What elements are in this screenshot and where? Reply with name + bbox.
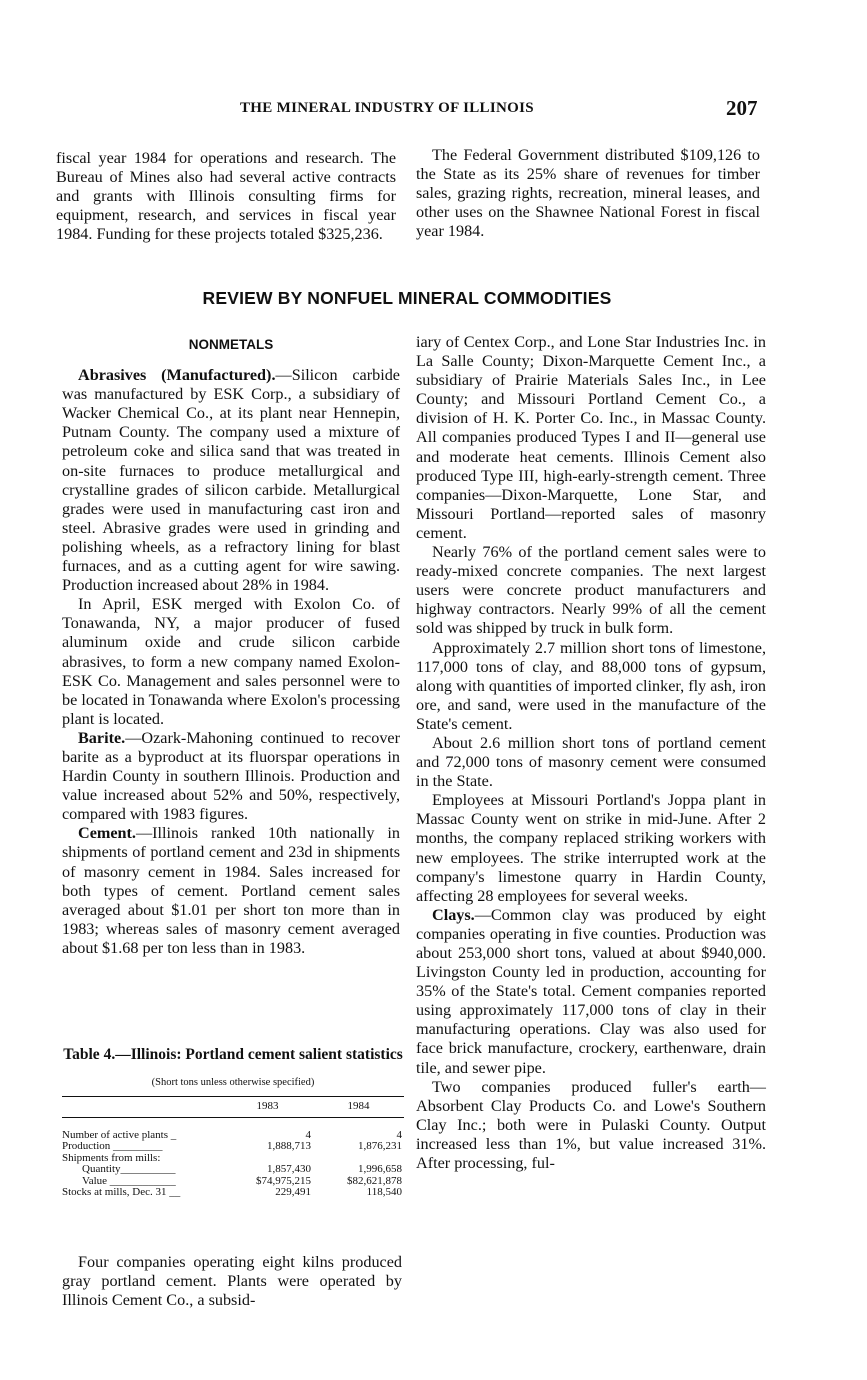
cell-1983: 1,857,430 <box>267 1163 311 1175</box>
table-subtitle: (Short tons unless otherwise specified) <box>151 1077 315 1088</box>
right-column <box>416 333 766 1173</box>
top-right-column <box>416 146 760 241</box>
barite-text: —Ozark-Mahoning continued to recover barite as a byproduct at its fluorspar operations in Hardin County in southern Illinois. Production and value increased about 52% and 50%, respectively, compared with 1983 figures. <box>62 728 400 824</box>
page-number: 207 <box>726 96 758 120</box>
barite-run-in-heading: Barite. <box>78 728 126 747</box>
row-label: Shipments from mills: <box>62 1151 161 1164</box>
running-head: THE MINERAL INDUSTRY OF ILLINOIS <box>240 100 534 116</box>
kilns-paragraph: Four companies operating eight kilns produced gray portland cement. Plants were operated by Illinois Cement Co., a subsid- <box>62 1253 402 1310</box>
paragraph: Employees at Missouri Portland's Joppa plant in Massac County went on strike in mid-June. After 2 months, the company replaced striking workers with new employees. The strike interrupted work at the company's limestone quarry in Hardin County, affecting 28 employees for several weeks. <box>416 791 766 905</box>
cell-1984: $82,621,878 <box>347 1174 402 1187</box>
paragraph: Approximately 2.7 million short tons of limestone, 117,000 tons of clay, and 88,000 tons of gypsum, along with quantities of imported clinker, fly ash, iron ore, and sand, were used in the manufacture of the State's cement. <box>416 638 767 733</box>
abrasives-run-in-heading: Abrasives (Manufactured). <box>78 366 276 385</box>
cell-1984: 1,876,231 <box>358 1140 402 1152</box>
table-title: Table 4.—Illinois: Portland cement salient statistics <box>63 1046 403 1063</box>
left-column <box>62 335 400 958</box>
table-row <box>62 1187 404 1199</box>
row-label: Production _________ <box>62 1140 163 1152</box>
table-row <box>62 1164 404 1176</box>
header-1984: 1984 <box>313 1097 404 1118</box>
cell-1984: 4 <box>396 1128 402 1141</box>
row-label: Quantity__________ <box>82 1163 176 1175</box>
cell-1984: 118,540 <box>366 1186 402 1198</box>
cell-1983: $74,975,215 <box>256 1174 311 1187</box>
nonmetals-heading: NONMETALS <box>188 337 274 352</box>
paragraph: fiscal year 1984 for operations and research. The Bureau of Mines also had several active contracts and grants with Illinois consulting firms for equipment, research, and services in fiscal year 1984. Funding for these projects totaled $325,236. <box>56 149 396 244</box>
cement-run-in-heading: Cement. <box>78 824 136 843</box>
paragraph: The Federal Government distributed $109,126 to the State as its 25% share of revenues for timber sales, grazing rights, recreation, mineral leases, and other uses on the Shawnee National Forest in fiscal year 1984. <box>416 146 760 241</box>
statistics-table <box>62 1096 404 1199</box>
cell-1983: 1,888,713 <box>267 1140 311 1152</box>
abrasives-paragraph <box>62 366 400 595</box>
row-label: Value ____________ <box>82 1174 176 1187</box>
row-label: Stocks at mills, Dec. 31 __ <box>62 1186 181 1198</box>
esk-merger-paragraph: In April, ESK merged with Exolon Co. of Tonawanda, NY, a major producer of fused aluminum oxide and crude silicon carbide abrasives, to form a new company named Exolon-ESK Co. Management and sales personnel were to be located in Tonawanda where Exolon's processing plant is located. <box>62 595 400 728</box>
left-column-continued <box>62 1253 402 1310</box>
abrasives-text: —Silicon carbide was manufactured by ESK Corp., a subsidiary of Wacker Chemical Co., at its plant near Hennepin, Putnam County. The company used a mixture of petroleum coke and silica sand that was treated in on-site furnaces to produce metallurgical and crystalline grades of silicon carbide. Metallurgical grades were used in manufacturing cast iron and steel. Abrasive grades were used in grinding and polishing wheels, as a refractory lining for blast furnaces, and as a cutting agent for wire sawing. Production increased about 28% in 1984. <box>62 366 400 595</box>
table-row <box>62 1141 404 1153</box>
header-1983: 1983 <box>222 1097 313 1118</box>
clays-run-in-heading: Clays. <box>432 905 475 924</box>
cell-1983: 4 <box>305 1128 311 1141</box>
cell-1983: 229,491 <box>275 1186 311 1198</box>
barite-paragraph <box>62 729 400 824</box>
paragraph: Nearly 76% of the portland cement sales were to ready-mixed concrete companies. The next largest users were concrete product manufacturers and highway contractors. Nearly 99% of all the cement sold was shipped by truck in bulk form. <box>416 543 766 638</box>
table-4 <box>62 1046 404 1199</box>
cement-paragraph <box>62 824 400 958</box>
row-label: Number of active plants _ <box>62 1128 177 1141</box>
table-header-row <box>62 1097 404 1118</box>
table-row <box>62 1117 404 1141</box>
clays-paragraph <box>416 906 766 1078</box>
paragraph: iary of Centex Corp., and Lone Star Industries Inc. in La Salle County; Dixon-Marquette Cement Inc., a subsidiary of Prairie Materials Sales Inc., in Lee County; and Missouri Portland Cement Co., a division of H. K. Porter Co. Inc., in Massac County. All companies produced Types I and II—general use and moderate heat cements. Illinois Cement also produced Type III, high-early-strength cement. Three companies—Dixon-Marquette, Lone Star, and Missouri Portland—reported sales of masonry cement. <box>416 333 766 542</box>
header-blank <box>62 1097 222 1118</box>
section-heading: REVIEW BY NONFUEL MINERAL COMMODITIES <box>202 288 612 308</box>
top-left-column <box>56 149 396 244</box>
paragraph: Two companies produced fuller's earth—Absorbent Clay Products Co. and Lowe's Southern Clay Inc.; both were in Pulaski County. Output increased less than 1%, but value increased 31%. After processing, ful- <box>416 1077 766 1173</box>
cement-text: —Illinois ranked 10th nationally in shipments of portland cement and 23d in shipments of masonry cement in 1984. Sales increased for both types of cement. Portland cement sales averaged about $1.01 per short ton more than in 1983; whereas sales of masonry cement averaged about $1.68 per ton less than in 1983. <box>62 824 400 957</box>
paragraph: About 2.6 million short tons of portland cement and 72,000 tons of masonry cement were consumed in the State. <box>416 733 766 791</box>
clays-text: —Common clay was produced by eight companies operating in five counties. Production was about 253,000 short tons, valued at about $940,000. Livingston County led in production, accounting for 35% of the State's total. Cement companies reported using approximately 117,000 tons of clay in their manufacturing operations. Clay was also used for face brick manufacture, crockery, earthenware, drain tile, and sewer pipe. <box>416 905 766 1077</box>
cell-1984: 1,996,658 <box>358 1163 402 1175</box>
